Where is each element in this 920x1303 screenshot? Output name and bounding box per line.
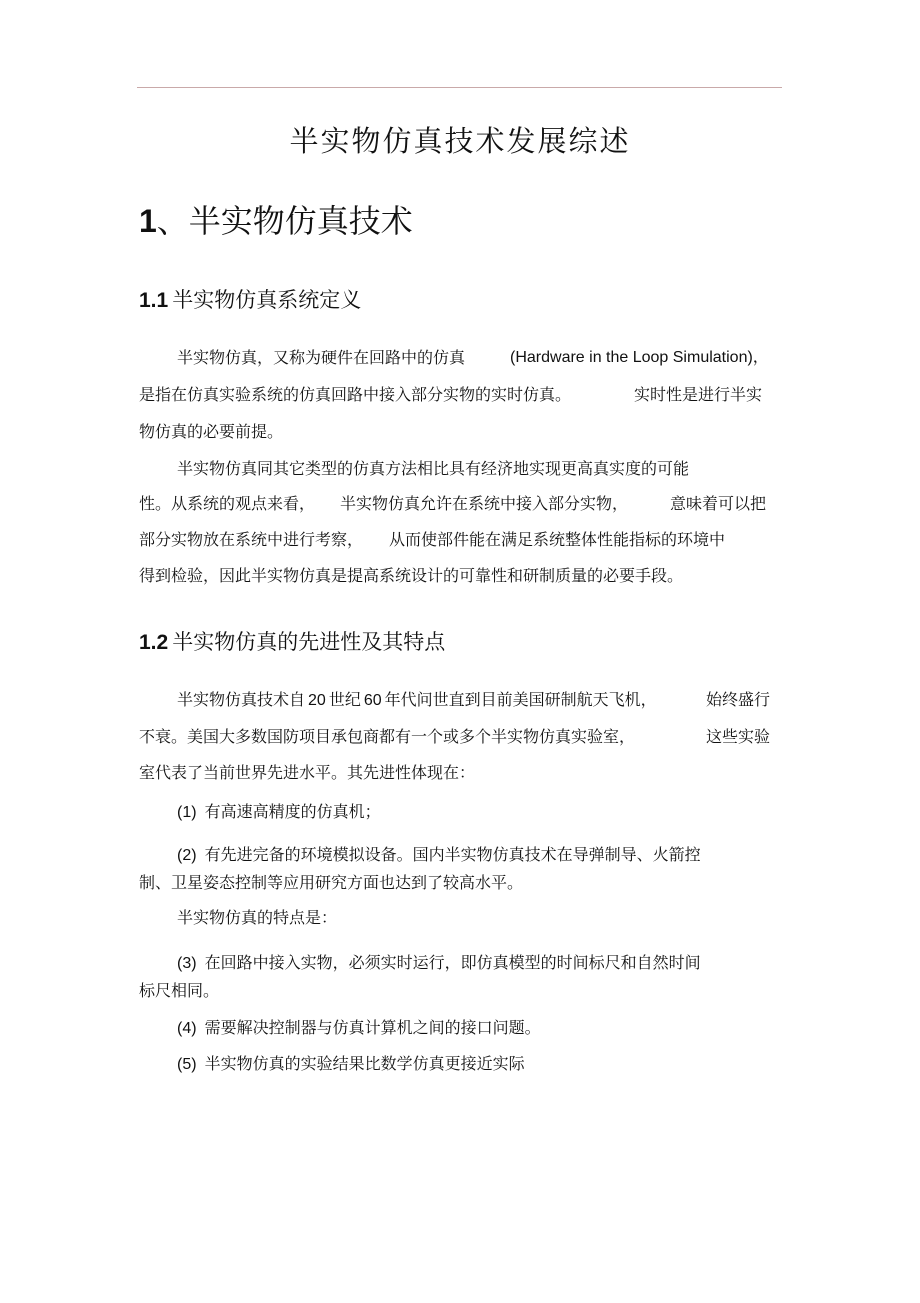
list-item-3 <box>177 953 701 974</box>
list-item-1-number: (1) <box>177 804 197 821</box>
list-item-4-text: 需要解决控制器与仿真计算机之间的接口问题。 <box>204 1018 541 1037</box>
para-1-2-line-1-number-2: 60 <box>363 692 382 709</box>
list-item-5-text: 半实物仿真的实验结果比数学仿真更接近实际 <box>204 1054 525 1073</box>
section-1-1-number: 1.1 <box>139 289 169 312</box>
para-1-2-line-1-number-1: 20 <box>308 692 326 709</box>
list-item-1-text: 有高速高精度的仿真机； <box>204 802 381 821</box>
para-1-2-line-1-a <box>177 690 657 711</box>
list-item-1 <box>177 802 381 823</box>
list-item-4 <box>177 1018 541 1039</box>
para-1-2-line-1-text-b: 世纪 <box>328 690 361 709</box>
section-1-number: 1 <box>139 203 157 239</box>
list-item-5-number: (5) <box>177 1056 197 1073</box>
list-item-5 <box>177 1054 525 1075</box>
para-1-1-b-line-4: 得到检验，因此半实物仿真是提高系统设计的可靠性和研制质量的必要手段。 <box>139 566 684 585</box>
list-item-2-number: (2) <box>177 847 197 864</box>
para-1-1-b-line-3-a: 部分实物放在系统中进行考察， <box>139 530 364 549</box>
para-1-1-a-line-2-a: 是指在仿真实验系统的仿真回路中接入部分实物的实时仿真。 <box>139 385 572 404</box>
para-1-1-b-line-3-b: 从而使部件能在满足系统整体性能指标的环境中 <box>389 530 726 549</box>
section-1-2-title: 半实物仿真的先进性及其特点 <box>172 630 446 654</box>
list-item-3-text: 在回路中接入实物，必须实时运行，即仿真模型的时间标尺和自然时间 <box>204 953 701 972</box>
header-rule <box>137 87 782 88</box>
para-1-2-line-1-d: 始终盛行 <box>706 690 771 709</box>
para-1-2-line-3: 室代表了当前世界先进水平。其先进性体现在： <box>139 763 476 782</box>
section-1-1-heading <box>139 284 361 314</box>
para-1-1-b-line-2-a: 性。从系统的观点来看， <box>139 494 316 513</box>
list-item-3-number: (3) <box>177 955 197 972</box>
para-1-1-a-line-1-en: (Hardware in the Loop Simulation)， <box>510 349 769 366</box>
para-1-1-b-line-2-b: 半实物仿真允许在系统中接入部分实物， <box>340 494 629 513</box>
para-1-1-a-line-3: 物仿真的必要前提。 <box>139 422 284 441</box>
para-1-2-line-1-text-a: 半实物仿真技术自 <box>177 690 306 709</box>
section-1-title: 、半实物仿真技术 <box>156 202 413 240</box>
section-1-1-title: 半实物仿真系统定义 <box>172 288 362 312</box>
para-1-1-b-line-1: 半实物仿真同其它类型的仿真方法相比具有经济地实现更高真实度的可能 <box>177 459 690 478</box>
list-item-2-text: 有先进完备的环境模拟设备。国内半实物仿真技术在导弹制导、火箭控 <box>204 845 701 864</box>
para-1-2-line-2-a: 不衰。美国大多数国防项目承包商都有一个或多个半实物仿真实验室， <box>139 727 636 746</box>
section-1-2-number: 1.2 <box>139 631 169 654</box>
section-1-heading <box>139 196 413 242</box>
list-item-4-number: (4) <box>177 1020 197 1037</box>
para-1-1-a-line-2-b: 实时性是进行半实 <box>634 385 763 404</box>
para-1-1-a-line-1-cn: 半实物仿真，又称为硬件在回路中的仿真 <box>177 348 466 367</box>
document-title: 半实物仿真技术发展综述 <box>289 124 631 158</box>
para-1-2-line-2-b: 这些实验 <box>706 727 771 746</box>
para-1-2-line-1-text-c: 年代问世直到目前美国研制航天飞机， <box>384 690 657 709</box>
section-1-2-heading <box>139 626 445 656</box>
list-item-3-continuation: 标尺相同。 <box>139 981 220 1000</box>
list-item-2-continuation: 制、卫星姿态控制等应用研究方面也达到了较高水平。 <box>139 873 524 892</box>
list-item-2 <box>177 845 701 866</box>
features-intro: 半实物仿真的特点是： <box>177 908 338 927</box>
para-1-1-b-line-2-c: 意味着可以把 <box>670 494 767 513</box>
